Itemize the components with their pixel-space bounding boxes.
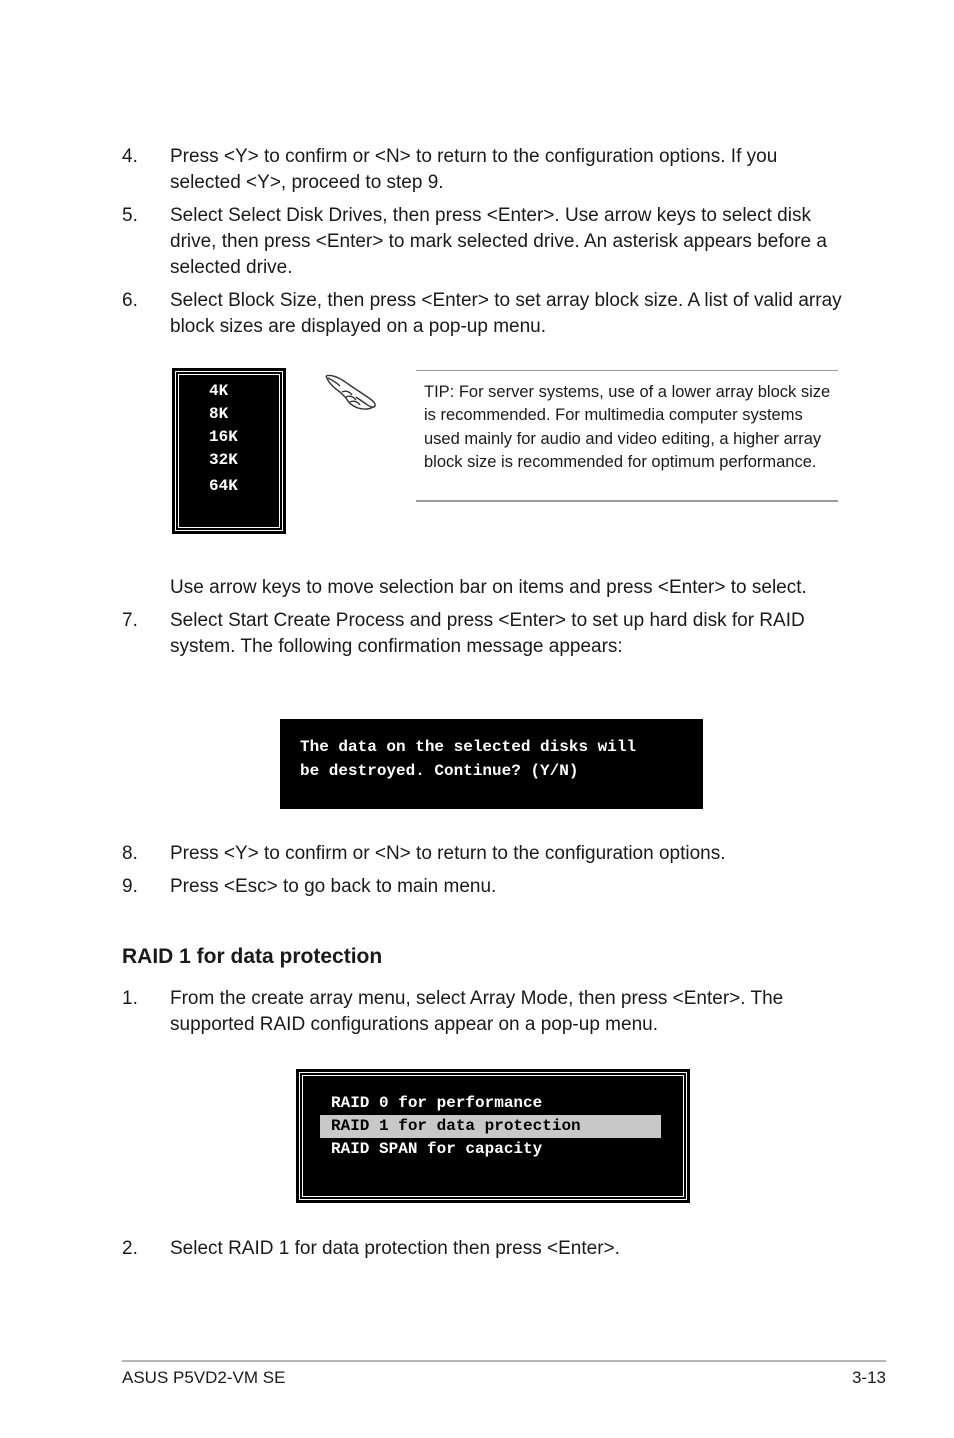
- step-number: 2.: [122, 1238, 138, 1259]
- tip-text: TIP: For server systems, use of a lower array block size is recommended. For multimedia computer systems used mainly for audio and video editing, a higher array block size is recommended for optimum performance.: [424, 383, 831, 471]
- confirmation-line: be destroyed. Continue? (Y/N): [300, 762, 579, 780]
- step-7: [122, 608, 842, 660]
- step-number: 6.: [122, 290, 138, 311]
- raid-option-selected[interactable]: RAID 1 for data protection: [320, 1115, 661, 1138]
- step-text: Press <Esc> to go back to main menu.: [170, 876, 497, 897]
- confirmation-line: The data on the selected disks will: [300, 738, 637, 756]
- step-number: 1.: [122, 988, 138, 1009]
- block-size-option[interactable]: 32K: [209, 451, 238, 469]
- step-text: Select Block Size, then press <Enter> to set array block size. A list of valid array block sizes are displayed on a pop-up menu.: [170, 290, 842, 337]
- step-text: Select Start Create Process and press <Enter> to set up hard disk for RAID system. The following confirmation message appears:: [170, 610, 805, 657]
- step-number: 8.: [122, 843, 138, 864]
- step-number: 7.: [122, 610, 138, 631]
- pointing-hand-icon: [322, 370, 380, 414]
- raid-option-list: [320, 1092, 661, 1161]
- raid-step-1: [122, 986, 842, 1038]
- step-text: Press <Y> to confirm or <N> to return to the configuration options.: [170, 843, 726, 864]
- step-number: 9.: [122, 876, 138, 897]
- block-size-option[interactable]: 16K: [209, 428, 238, 446]
- step-text: Select RAID 1 for data protection then press <Enter>.: [170, 1238, 620, 1259]
- raid-step-2: [122, 1236, 842, 1262]
- step-text: Press <Y> to confirm or <N> to return to the configuration options. If you selected <Y>, proceed to step 9.: [170, 146, 778, 193]
- section-heading: RAID 1 for data protection: [122, 945, 383, 968]
- confirmation-message: [300, 735, 636, 783]
- footer-divider: [122, 1360, 886, 1362]
- block-size-popup: [172, 368, 286, 534]
- step-number: 5.: [122, 205, 138, 226]
- step-9: [122, 874, 842, 900]
- step-5: [122, 203, 842, 281]
- step-text: From the create array menu, select Array Mode, then press <Enter>. The supported RAID configurations appear on a pop-up menu.: [170, 988, 784, 1035]
- step-4: [122, 144, 842, 196]
- raid-option[interactable]: RAID 0 for performance: [331, 1094, 543, 1112]
- confirmation-message-box: [280, 719, 703, 809]
- step-6: [122, 288, 842, 340]
- block-size-option[interactable]: 8K: [209, 405, 229, 423]
- block-size-option[interactable]: 64K: [209, 477, 238, 495]
- step-text: Select Select Disk Drives, then press <Enter>. Use arrow keys to select disk drive, then press <Enter> to mark selected drive. An asterisk appears before a selected drive.: [170, 205, 827, 278]
- step-8: [122, 841, 842, 867]
- tip-box: [416, 370, 838, 502]
- arrow-keys-note: Use arrow keys to move selection bar on items and press <Enter> to select.: [170, 577, 807, 598]
- step-number: 4.: [122, 146, 138, 167]
- block-size-list: [209, 380, 238, 498]
- raid-mode-popup: [296, 1069, 690, 1203]
- block-size-option[interactable]: 4K: [209, 382, 229, 400]
- footer-page-number: 3-13: [851, 1368, 886, 1387]
- footer-product-name: ASUS P5VD2-VM SE: [122, 1368, 286, 1387]
- raid-option[interactable]: RAID SPAN for capacity: [331, 1140, 543, 1158]
